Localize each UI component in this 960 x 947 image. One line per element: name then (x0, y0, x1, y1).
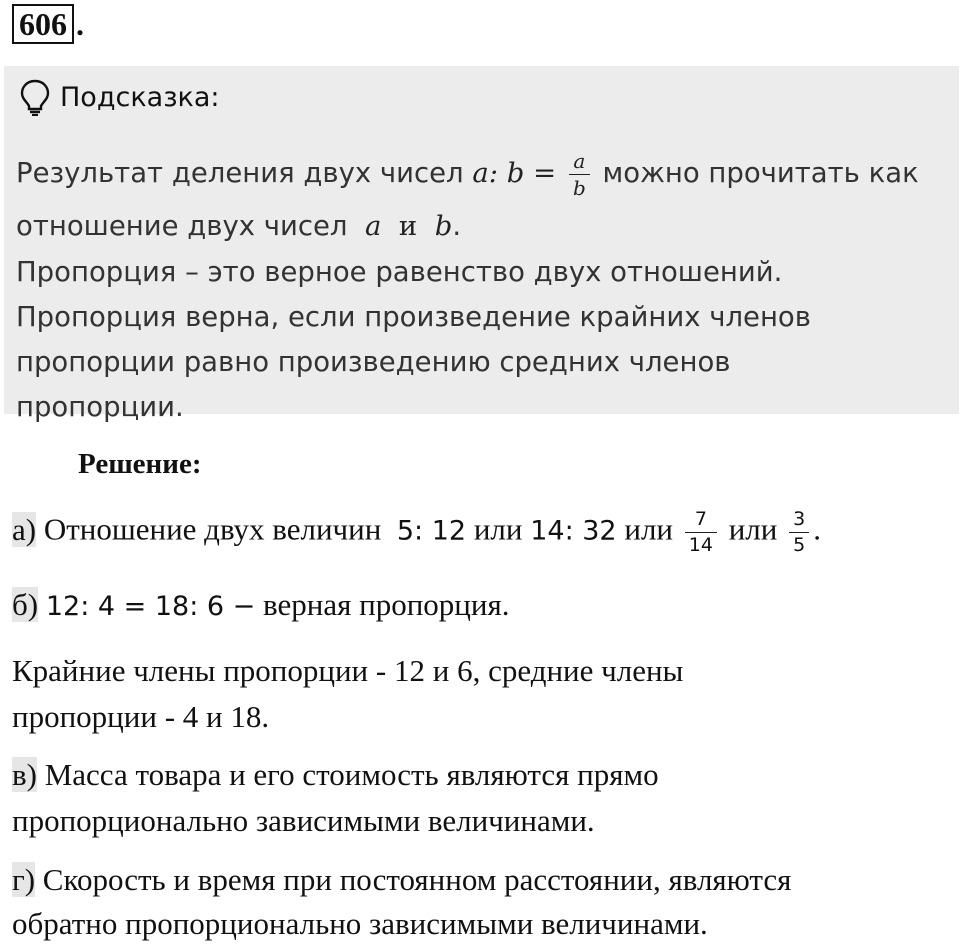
item-b-explanation-line-1 (12, 648, 683, 694)
hint-line-2-text: отношение двух чисел (16, 210, 348, 242)
hint-var-a: a (364, 210, 382, 242)
problem-number-dot: . (76, 6, 84, 42)
item-a-frac1-den: 14 (685, 532, 717, 555)
hint-var-b: b (434, 210, 453, 242)
hint-line-5: пропорции равно произведению средних членов (16, 346, 731, 378)
item-c-line-1 (12, 752, 659, 798)
solution-item-c (12, 752, 659, 844)
item-a-fraction-1 (685, 510, 717, 555)
item-a-ratio-2: 14: 32 (530, 515, 617, 547)
solution-title: Решение: (78, 448, 202, 480)
marker-a: а) (12, 511, 37, 547)
hint-line-3: Пропорция – это верное равенство двух отношений. (16, 256, 783, 288)
item-a-frac2-num: 3 (793, 508, 806, 530)
item-a-or-2: или (624, 511, 674, 547)
hint-fraction (569, 148, 590, 200)
item-a-or-1: или (473, 511, 523, 547)
hint-line-1 (16, 144, 951, 202)
problem-number-box: 606 (12, 4, 74, 44)
hint-title: Подсказка: (60, 81, 220, 113)
item-d-line-1 (12, 858, 791, 902)
item-b-extreme-label: Крайние члены пропорции - (12, 653, 394, 688)
hint-line-4: Пропорция верна, если произведение крайних членов (16, 301, 811, 333)
lightbulb-icon (18, 78, 52, 116)
item-a-or-3: или (728, 511, 778, 547)
item-c-line-2: пропорционально зависимыми величинами. (12, 803, 595, 838)
hint-line-2-end: . (452, 210, 462, 242)
hint-header (18, 78, 220, 116)
item-b-equation: 12: 4 = 18: 6 − (45, 591, 256, 622)
item-c-text: Масса товара и его стоимость являются прямо (44, 757, 659, 792)
hint-line-1-text: Результат деления двух чисел (16, 157, 464, 189)
marker-c: в) (12, 757, 37, 792)
solution-item-a (12, 510, 821, 555)
item-b-extreme-values: 12 и 6 (393, 653, 473, 688)
hint-line-1-end: можно прочитать как (602, 157, 919, 189)
hint-line-2 (16, 202, 951, 250)
solution-item-b (12, 587, 509, 623)
solution-item-d (12, 858, 791, 946)
item-d-line-2: обратно пропорционально зависимыми величинами. (12, 906, 708, 941)
hint-frac-den: b (569, 174, 590, 198)
hint-math-ratio: a: b = (472, 157, 557, 189)
marker-b: б) (12, 587, 39, 622)
hint-and: и (398, 210, 418, 242)
item-a-frac1-num: 7 (694, 508, 707, 530)
solution-item-b-explanation (12, 648, 683, 740)
marker-d: г) (12, 862, 36, 897)
item-a-frac2-den: 5 (789, 532, 809, 555)
item-b-explanation-line-2: пропорции - 4 и 18. (12, 699, 270, 734)
item-d-text: Скорость и время при постоянном расстоянии, являются (42, 862, 792, 897)
hint-body (16, 144, 951, 430)
problem-number (12, 4, 84, 44)
hint-box (4, 66, 959, 423)
hint-frac-num: a (573, 148, 586, 173)
item-a-end: . (813, 511, 821, 547)
item-a-text: Отношение двух величин (43, 511, 382, 547)
item-a-ratio-1: 5: 12 (396, 515, 467, 547)
hint-line-6: пропорции. (16, 391, 184, 423)
item-a-fraction-2 (789, 510, 809, 555)
item-b-middle-label: , средние члены (472, 653, 684, 688)
item-b-text: верная пропорция. (263, 587, 510, 622)
